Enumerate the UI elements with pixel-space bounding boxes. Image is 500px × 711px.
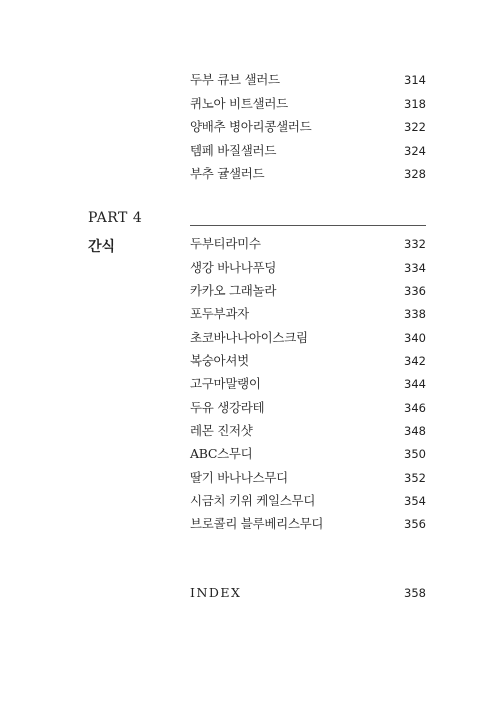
toc-entry-title: 생강 바나나푸딩: [190, 260, 277, 275]
toc-entry-page: 348: [404, 424, 426, 438]
toc-entry: [190, 327, 426, 349]
toc-entry: [190, 303, 426, 325]
toc-entry-page: 350: [404, 447, 426, 461]
toc-entry-page: 338: [404, 307, 426, 321]
toc-entry: [190, 93, 426, 115]
toc-entry: [190, 420, 426, 442]
toc-entry-page: 352: [404, 471, 426, 485]
toc-entry-page: 322: [404, 120, 426, 134]
toc-entry-page: 342: [404, 354, 426, 368]
toc-entry-page: 324: [404, 144, 426, 158]
toc-entry: [190, 373, 426, 395]
toc-entry-page: 340: [404, 331, 426, 345]
toc-entry-title: 포두부과자: [190, 306, 249, 321]
toc-entry-title: 브로콜리 블루베리스무디: [190, 516, 324, 531]
toc-entry-title: 양배추 병아리콩샐러드: [190, 119, 312, 134]
toc-entry-title: 고구마말랭이: [190, 376, 261, 391]
toc-entry: [190, 69, 426, 91]
toc-entry-page: 332: [404, 237, 426, 251]
toc-entry: [190, 233, 426, 255]
toc-entry-title: 카카오 그래놀라: [190, 283, 277, 298]
index-label: INDEX: [190, 585, 242, 600]
toc-entry: [190, 513, 426, 535]
toc-entry-title: 복숭아셔벗: [190, 353, 249, 368]
toc-entry-title: 시금치 키위 케일스무디: [190, 493, 316, 508]
part-divider: [190, 225, 426, 226]
toc-entry-title: 템페 바질샐러드: [190, 143, 277, 158]
toc-entry: [190, 397, 426, 419]
toc-entry-page: 334: [404, 261, 426, 275]
toc-entry-title: 부추 귤샐러드: [190, 166, 265, 181]
toc-entry-page: 314: [404, 73, 426, 87]
toc-entry-title: 레몬 진저샷: [190, 423, 253, 438]
toc-entry-title: 두부 큐브 샐러드: [190, 72, 280, 87]
toc-entry: [190, 140, 426, 162]
toc-entry-title: 두부티라미수: [190, 236, 261, 251]
toc-entry: [190, 163, 426, 185]
toc-entry-page: 354: [404, 494, 426, 508]
toc-entry: [190, 490, 426, 512]
toc-entry-page: 344: [404, 377, 426, 391]
toc-entry: [190, 116, 426, 138]
toc-entry-page: 328: [404, 167, 426, 181]
part-label: PART 4: [88, 210, 143, 226]
index-page: 358: [404, 586, 426, 600]
toc-entry-title: ABC스무디: [190, 446, 253, 461]
section-title: 간식: [88, 239, 116, 255]
toc-entry: [190, 350, 426, 372]
toc-entry-title: 초코바나나아이스크림: [190, 330, 308, 345]
toc-entry-page: 346: [404, 401, 426, 415]
toc-entry: [190, 280, 426, 302]
index-entry: [190, 582, 426, 604]
toc-entry-page: 336: [404, 284, 426, 298]
toc-entry-title: 두유 생강라테: [190, 400, 265, 415]
toc-entry-page: 356: [404, 517, 426, 531]
toc-entry: [190, 257, 426, 279]
toc-entry-title: 퀴노아 비트샐러드: [190, 96, 288, 111]
toc-entry-page: 318: [404, 97, 426, 111]
toc-entry: [190, 443, 426, 465]
toc-entry-title: 딸기 바나나스무디: [190, 470, 288, 485]
toc-entry: [190, 467, 426, 489]
